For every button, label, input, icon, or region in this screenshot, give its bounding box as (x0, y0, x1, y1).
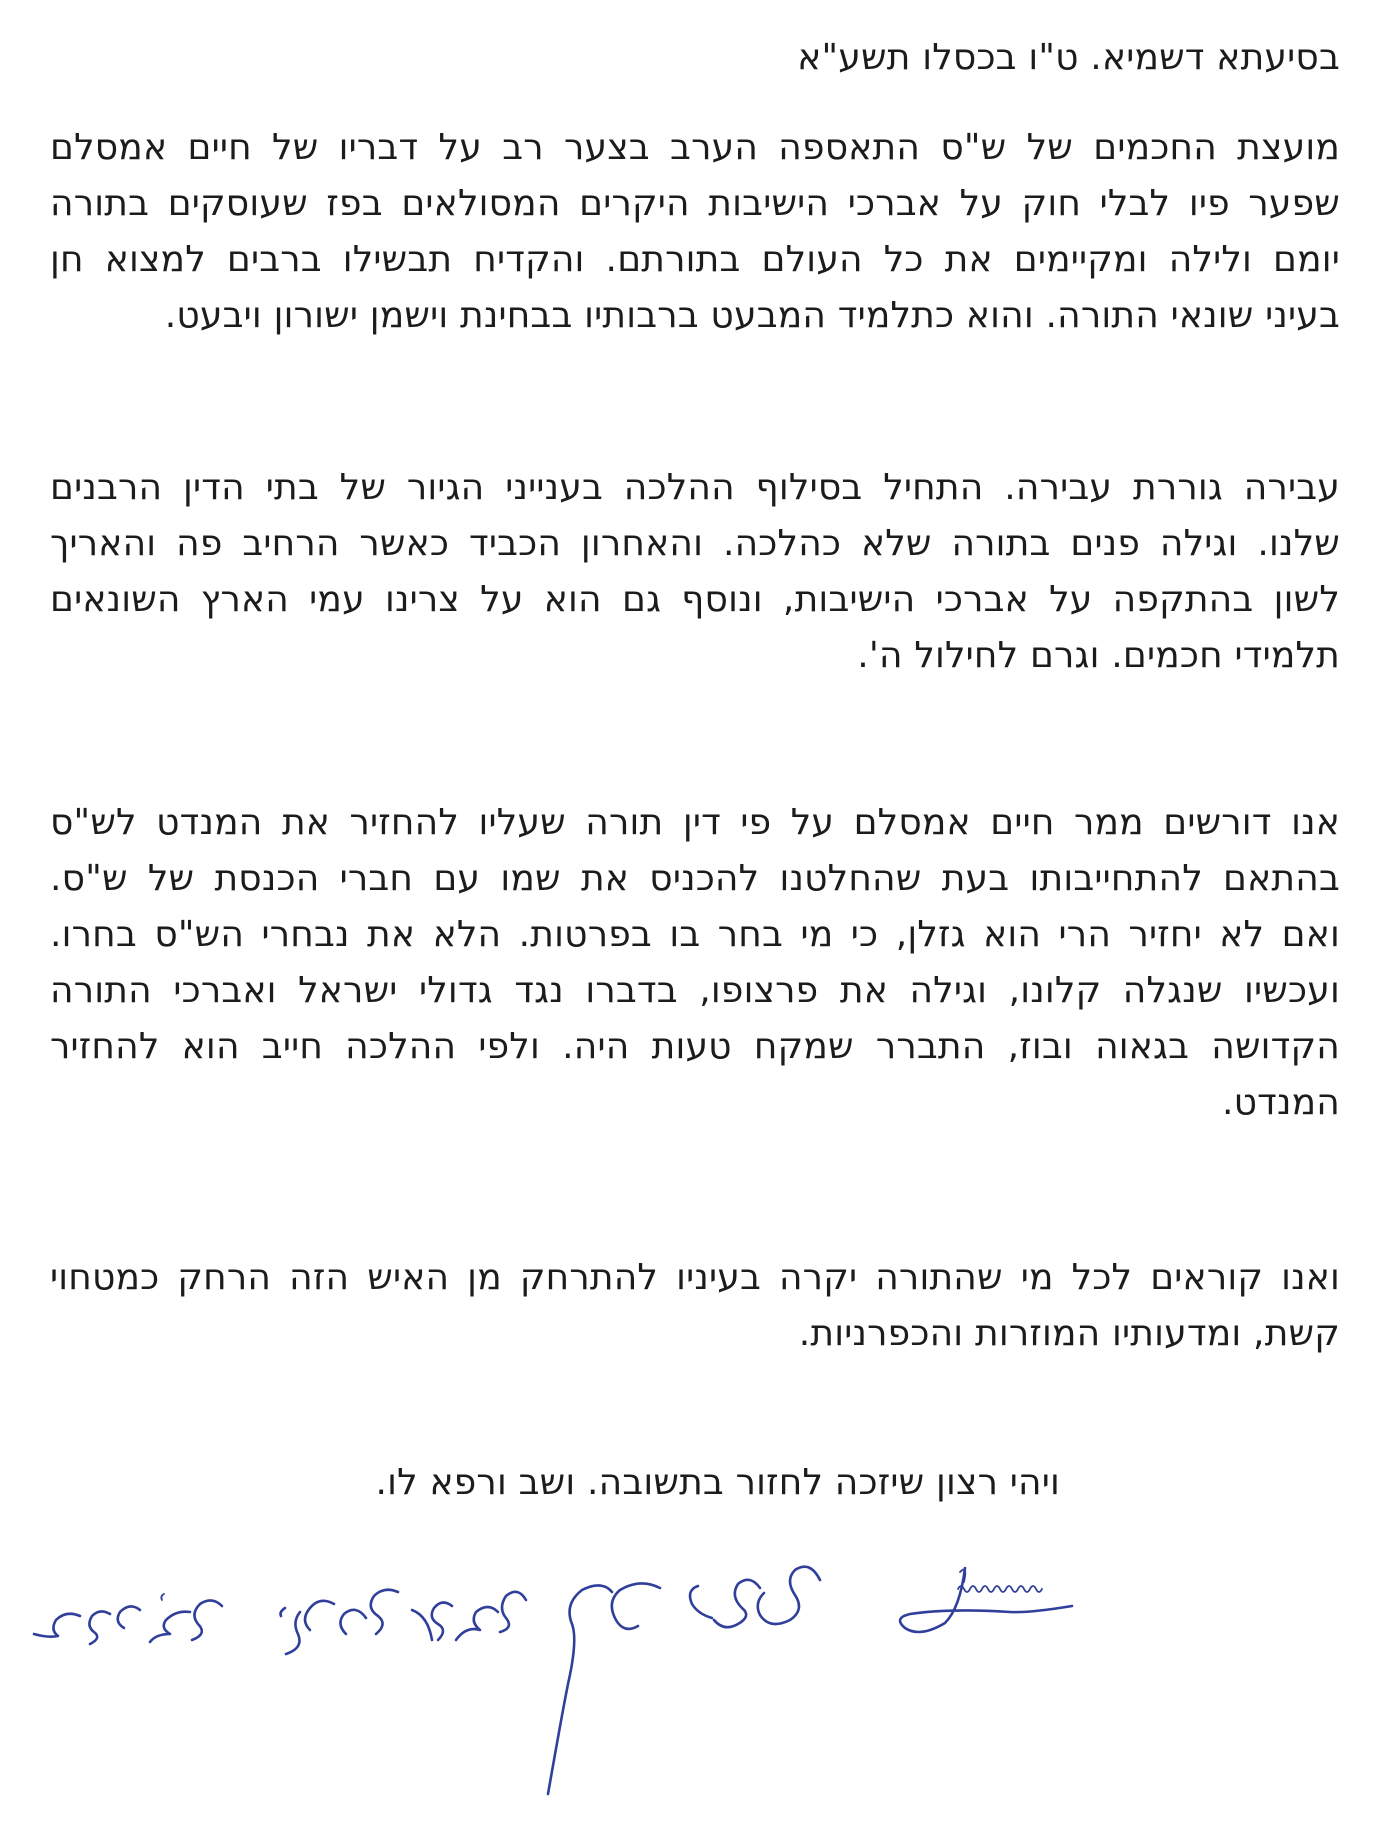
paragraph-line: תלמידי חכמים. וגרם לחילול ה'. (857, 635, 1340, 676)
signature-2 (548, 1567, 820, 1794)
paragraph-line: שפער פיו לבלי חוק על אברכי הישיבות היקרים המסולאים בפז שעוסקים בתורה (50, 183, 1340, 224)
paragraph-line: עבירה גוררת עבירה. התחיל בסילוף ההלכה בענייני הגיור של בתי הדין הרבנים (50, 467, 1340, 508)
paragraph-line: אנו דורשים ממר חיים אמסלם על פי דין תורה שעליו להחזיר את המנדט לש"ס (50, 802, 1340, 843)
signature-4 (281, 1590, 399, 1654)
paragraph-line: מועצת החכמים של ש"ס התאספה הערב בצער רב על דבריו של חיים אמסלם (50, 127, 1340, 168)
letter-date-header (50, 30, 1340, 86)
paragraph-line: שלנו. וגילה פנים בתורה שלא כהלכה. והאחרון הכביד כאשר הרחיב פה והאריך (50, 523, 1340, 564)
paragraph-line: המנדט. (1221, 1082, 1340, 1123)
paragraph-3 (50, 795, 1340, 1131)
paragraph-line: בהתאם להתחייבותו בעת שהחלטנו להכניס את שמו עם חברי הכנסת של ש"ס. (50, 858, 1340, 899)
paragraph-line: בעיני שונאי התורה. והוא כתלמיד המבעט ברבותיו בבחינת וישמן ישורון ויבעט. (164, 295, 1340, 336)
paragraph-line: ועכשיו שנגלה קלונו, וגילה את פרצופו, בדברו נגד גדולי ישראל ואברכי התורה (50, 970, 1340, 1011)
signatures-svg (0, 1540, 1400, 1820)
paragraph-line: ואם לא יחזיר הרי הוא גזלן, כי מי בחר בו בפרטות. הלא את נבחרי הש"ס בחרו. (50, 914, 1340, 955)
paragraph-line: יומם ולילה ומקיימים את כל העולם בתורתם. והקדיח תבשילו ברבים למצוא חן (50, 239, 1340, 280)
paragraph-line: ואנו קוראים לכל מי שהתורה יקרה בעיניו להתרחק מן האיש הזה הרחק כמטחוי (50, 1257, 1340, 1298)
paragraph-line: קשת, ומדעותיו המוזרות והכפרניות. (798, 1313, 1340, 1354)
signature-area (0, 1540, 1400, 1820)
closing-text: ויהי רצון שיזכה לחזור בתשובה. ושב ורפא לו. (375, 1462, 1060, 1503)
header-text: בסיעתא דשמיא. ט"ו בכסלו תשע"א (797, 37, 1340, 78)
closing-blessing (376, 1455, 1060, 1511)
signature-3 (412, 1592, 526, 1640)
signature-1 (900, 1568, 1072, 1632)
paragraph-line: לשון בהתקפה על אברכי הישיבות, ונוסף גם הוא על צרינו עמי הארץ השונאים (50, 579, 1340, 620)
signature-5 (34, 1594, 222, 1644)
paragraph-4 (50, 1250, 1340, 1362)
paragraph-2 (50, 460, 1340, 684)
paragraph-1 (50, 120, 1340, 344)
paragraph-line: הקדושה בגאוה ובוז, התברר שמקח טעות היה. ולפי ההלכה חייב הוא להחזיר (50, 1026, 1340, 1067)
